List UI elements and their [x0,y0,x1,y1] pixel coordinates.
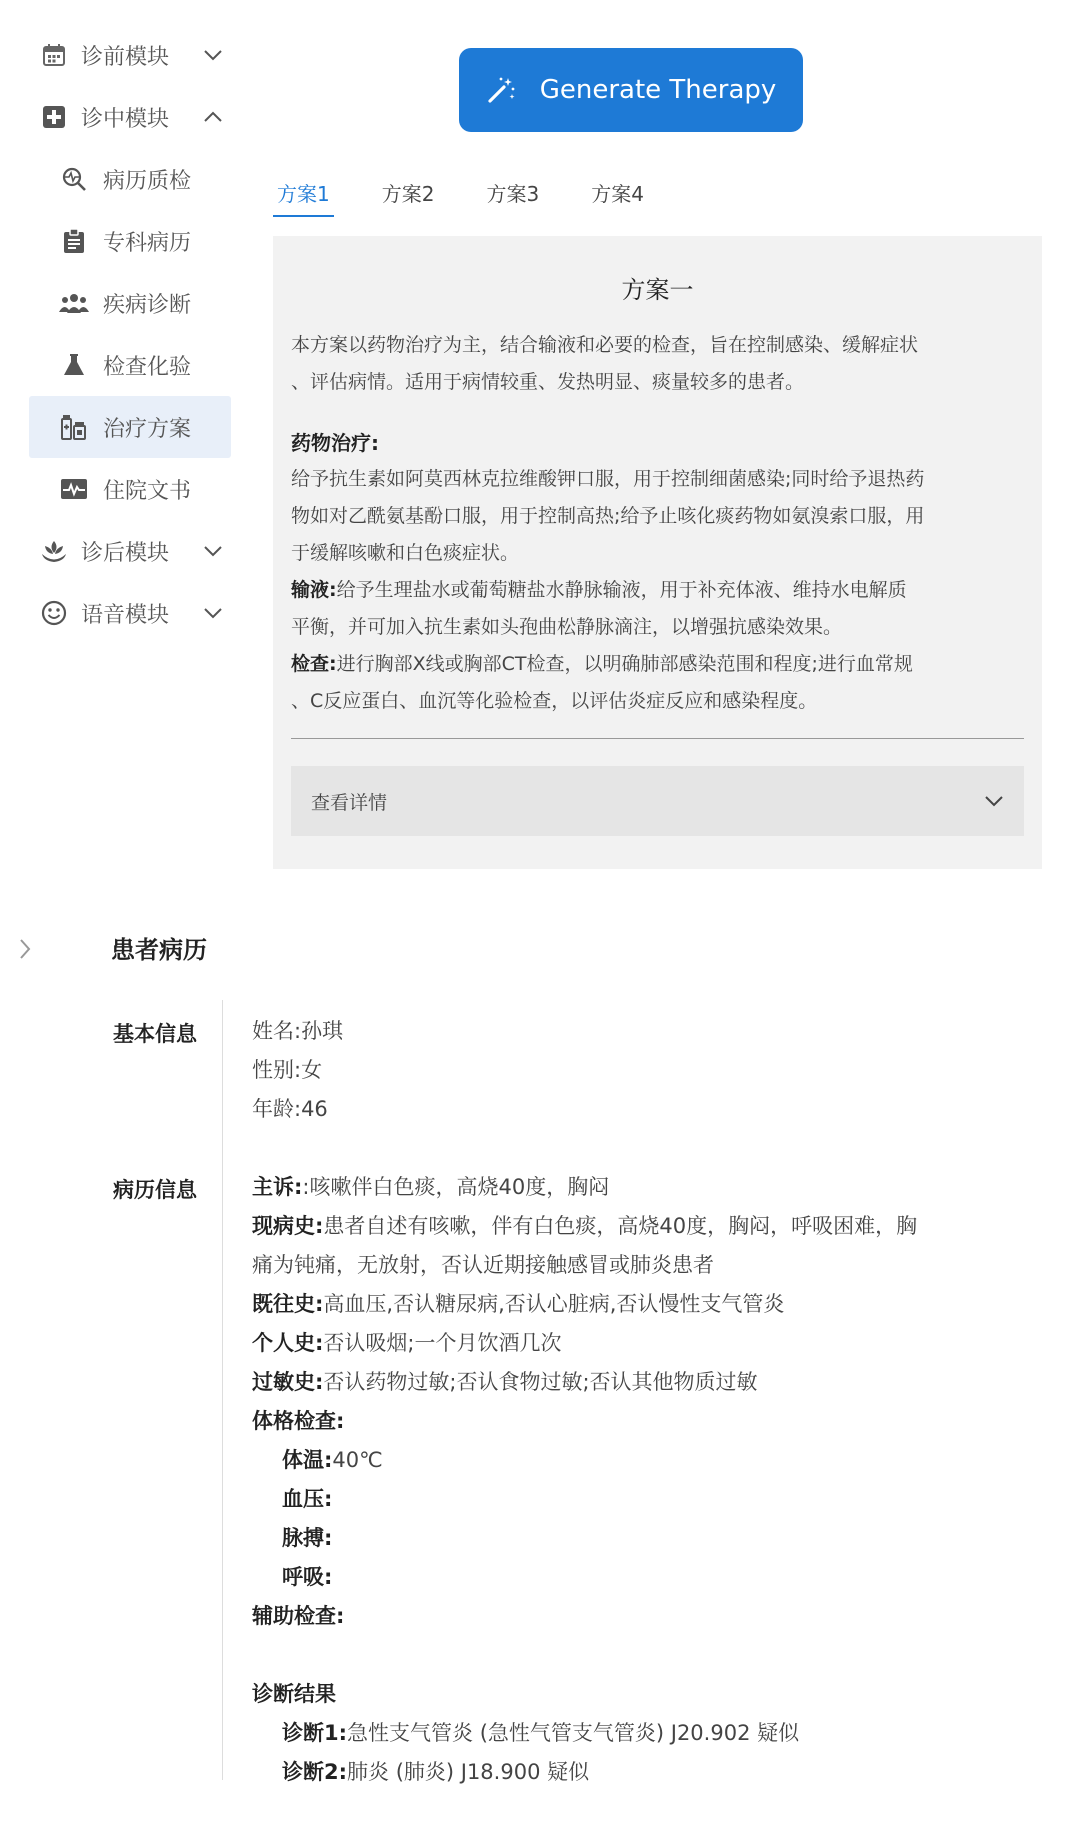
spacer [252,1636,917,1675]
generate-therapy-button[interactable] [459,48,803,132]
sidebar-item-label: 住院文书 [103,478,192,504]
field-label: 过敏史: [252,1370,324,1394]
diagnosis-1 [252,1714,917,1753]
field-value: 40℃ [332,1448,383,1472]
sidebar-item-inpatient-docs[interactable] [29,458,231,520]
view-details-label: 查看详情 [311,791,388,814]
chevron-down-icon [203,49,223,61]
present-illness [252,1207,917,1246]
field-label: 呼吸: [282,1565,333,1589]
view-details-toggle[interactable] [291,766,1024,836]
chief-complaint [252,1168,917,1207]
medicine-bottles-icon [57,413,91,441]
field-label: 既往史: [252,1292,324,1316]
plan-tabs [273,172,692,217]
infusion-text: 给予生理盐水或葡萄糖盐水静脉输液，用于补充体液、维持水电解质 [336,579,907,601]
sidebar-item-lab-tests[interactable] [29,334,231,396]
pulse [252,1519,917,1558]
divider [291,738,1024,739]
chevron-up-icon [203,111,223,123]
chevron-down-icon [203,545,223,557]
physical-exam-heading [252,1402,917,1441]
allergy-history [252,1363,917,1402]
basic-info-label: 基本信息 [113,1022,197,1046]
generate-therapy-label: Generate Therapy [539,75,777,105]
tab-plan-1[interactable]: 方案1 [273,172,334,217]
field-label: 诊断1: [282,1721,348,1745]
exam-line: 、C反应蛋白、血沉等化验检查，以评估炎症反应和感染程度。 [291,690,818,712]
magic-wand-icon [486,75,516,105]
personal-history [252,1324,917,1363]
sidebar-item-diagnosis[interactable] [29,272,231,334]
sidebar-item-label: 病历质检 [103,168,192,194]
diagnosis-2 [252,1753,917,1792]
plan-intro-line: 、评估病情。适用于病情较重、发热明显、痰量较多的患者。 [291,371,805,393]
field-label: 辅助检查: [252,1604,345,1628]
field-label: 脉搏: [282,1526,333,1550]
field-value: :咳嗽伴白色痰，高烧40度，胸闷 [302,1175,610,1199]
exam-text: 进行胸部X线或胸部CT检查，以明确肺部感染范围和程度;进行血常规 [336,653,913,675]
field-value: 急性支气管炎 (急性气管支气管炎) J20.902 疑似 [347,1721,800,1745]
divider [222,1000,223,1780]
sidebar [0,24,240,644]
infusion-label: 输液: [291,579,337,601]
smiley-icon [39,600,69,626]
plan-intro-line: 本方案以药物治疗为主，结合输液和必要的检查，旨在控制感染、缓解症状 [291,334,919,356]
sidebar-group-voice[interactable] [29,582,231,644]
sidebar-group-label: 诊前模块 [81,44,170,70]
sidebar-item-label: 治疗方案 [103,416,192,442]
medical-history-label: 病历信息 [113,1178,197,1202]
sidebar-item-label: 专科病历 [103,230,192,256]
chevron-down-icon [984,795,1004,807]
field-value: 否认吸烟;一个月饮酒几次 [323,1331,562,1355]
field-value: 肺炎 (肺炎) J18.900 疑似 [347,1760,590,1784]
drug-therapy-heading: 药物治疗: [291,431,379,455]
past-history [252,1285,917,1324]
tab-plan-2[interactable]: 方案2 [381,182,435,206]
field-label: 体格检查: [252,1409,345,1433]
field-label: 现病史: [252,1214,324,1238]
exam-line [291,646,1024,683]
sidebar-item-label: 疾病诊断 [103,292,192,318]
patient-gender: 性别:女 [252,1058,323,1082]
medical-history-block [252,1168,917,1792]
sidebar-group-in-visit[interactable] [29,86,231,148]
infusion-line: 平衡，并可加入抗生素如头孢曲松静脉滴注，以增强抗感染效果。 [291,616,843,638]
sidebar-item-record-quality[interactable] [29,148,231,210]
patient-age: 年龄:46 [252,1097,328,1121]
sidebar-item-treatment-plan[interactable] [29,396,231,458]
sidebar-group-label: 诊后模块 [81,540,170,566]
field-value: 高血压,否认糖尿病,否认心脏病,否认慢性支气管炎 [323,1292,785,1316]
sidebar-group-post-visit[interactable] [29,520,231,582]
magnifier-pulse-icon [57,166,91,192]
tab-plan-4[interactable]: 方案4 [591,182,644,206]
calendar-icon [39,43,69,67]
auxiliary-exam [252,1597,917,1636]
clipboard-icon [57,228,91,254]
sidebar-item-label: 检查化验 [103,354,192,380]
patient-record-title: 患者病历 [111,936,207,964]
sidebar-item-specialty-record[interactable] [29,210,231,272]
present-illness-cont: 痛为钝痛，无放射，否认近期接触感冒或肺炎患者 [252,1253,714,1277]
field-label: 诊断2: [282,1760,348,1784]
medical-plus-icon [39,105,69,129]
sidebar-group-label: 诊中模块 [81,106,170,132]
temperature [252,1441,917,1480]
sidebar-group-label: 语音模块 [81,602,170,628]
field-value: 否认药物过敏;否认食物过敏;否认其他物质过敏 [323,1370,758,1394]
field-label: 血压: [282,1487,333,1511]
lotus-hand-icon [39,539,69,563]
plan-card [273,236,1042,869]
drug-therapy-line: 给予抗生素如阿莫西林克拉维酸钾口服，用于控制细菌感染;同时给予退热药 [291,468,925,490]
exam-label: 检查: [291,653,337,675]
field-label: 个人史: [252,1331,324,1355]
patient-name: 姓名:孙琪 [252,1019,344,1043]
sidebar-group-pre-visit[interactable] [29,24,231,86]
tab-plan-3[interactable]: 方案3 [486,182,540,206]
blood-pressure [252,1480,917,1519]
field-label: 诊断结果 [252,1682,336,1706]
chevron-down-icon [203,607,223,619]
drug-therapy-line: 物如对乙酰氨基酚口服，用于控制高热;给予止咳化痰药物如氨溴索口服，用 [291,505,925,527]
users-group-icon [57,292,91,314]
field-label: 主诉: [252,1175,303,1199]
drug-therapy-line: 于缓解咳嗽和白色痰症状。 [291,542,520,564]
flask-icon [57,353,91,377]
respiration [252,1558,917,1597]
plan-title: 方案一 [621,276,694,304]
monitor-pulse-icon [57,478,91,500]
basic-info-block [252,1012,343,1129]
diagnosis-heading [252,1675,917,1714]
infusion-line [291,572,1024,609]
field-value: 患者自述有咳嗽，伴有白色痰，高烧40度，胸闷，呼吸困难，胸 [323,1214,918,1238]
chevron-right-icon[interactable] [18,938,32,960]
field-label: 体温: [282,1448,333,1472]
